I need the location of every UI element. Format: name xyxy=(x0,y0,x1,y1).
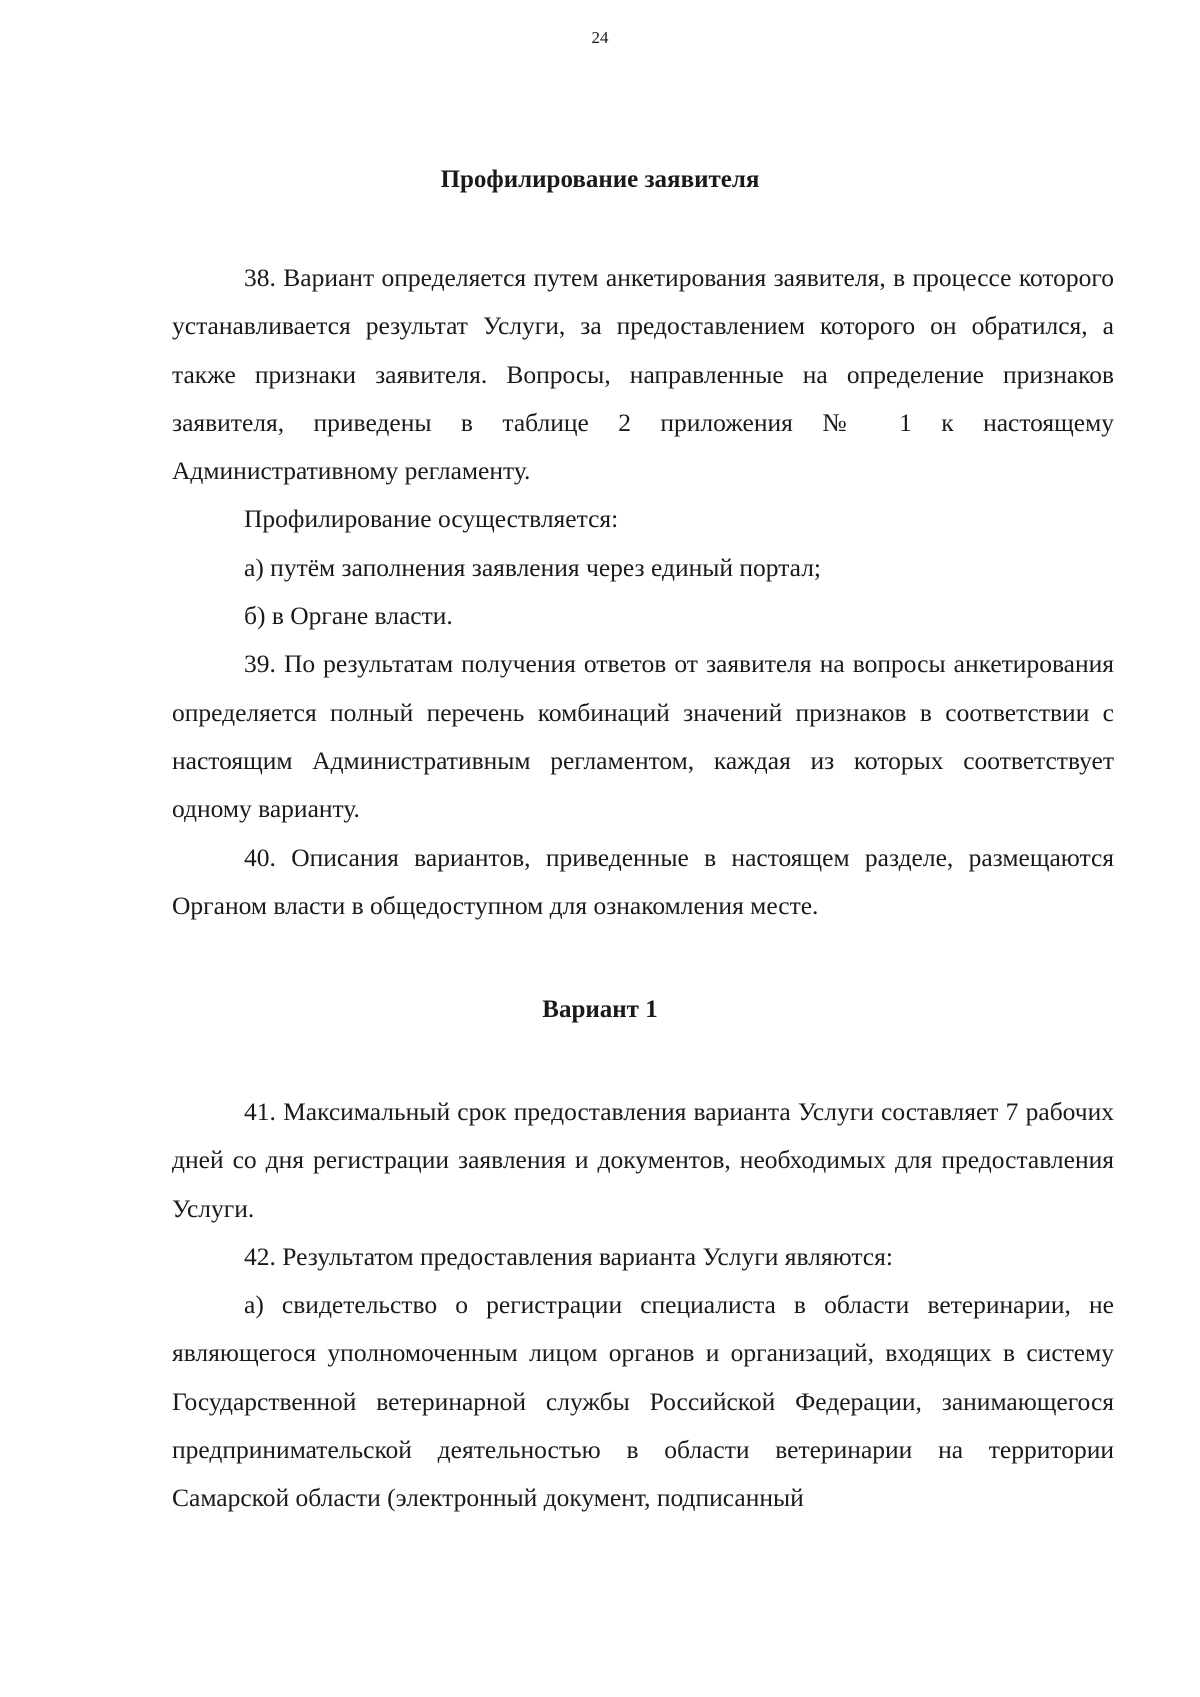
variant-1-section-body xyxy=(172,1088,1114,1523)
paragraph-number: 38. xyxy=(244,263,276,292)
paragraph-text: Максимальный срок предоставления варианта Услуги составляет 7 рабочих дней со дня регистрации заявления и документов, необходимых для предоставления Услуги. xyxy=(172,1097,1114,1223)
paragraph-text: Результатом предоставления варианта Услуги являются: xyxy=(282,1241,893,1271)
paragraph-text: По результатам получения ответов от заявителя на вопросы анкетирования определяется полный перечень комбинаций значений признаков в соответствии с настоящим Административным регламентом, каждая из которых соответствует одному варианту. xyxy=(172,649,1115,824)
paragraph-text: Описания вариантов, приведенные в настоящем разделе, размещаются Органом власти в общедоступном для ознакомления месте. xyxy=(172,842,1115,920)
profiling-section-body xyxy=(172,254,1114,930)
list-item-b: б) в Органе власти. xyxy=(244,601,453,631)
paragraph-42 xyxy=(172,1233,1114,1281)
list-item-a: а) путём заполнения заявления через единый портал; xyxy=(244,552,822,582)
paragraph-number: 41. xyxy=(244,1097,276,1126)
section-heading-profiling: Профилирование заявителя xyxy=(440,166,760,193)
paragraph-41 xyxy=(172,1088,1114,1233)
page-number: 24 xyxy=(591,28,609,47)
paragraph-number: 40. xyxy=(244,842,276,872)
list-item-a: а) свидетельство о регистрации специалиста в области ветеринарии, не являющегося уполномоченным лицом органов и организаций, входящих в систему Государственной ветеринарной службы Российской Федерации, занимающегося предпринимательской деятельностью в области ветеринарии на территории Самарской области (электронный документ, подписанный xyxy=(172,1290,1114,1513)
paragraph-text: Вариант определяется путем анкетирования заявителя, в процессе которого устанавливается результат Услуги, за предоставлением которого он обратился, а также признаки заявителя. Вопросы, направленные на определение признаков заявителя, приведены в таблице 2 приложения № 1 к настоящему Административному регламенту. xyxy=(172,263,1115,486)
paragraph-40 xyxy=(172,834,1114,931)
paragraph-number: 39. xyxy=(244,649,276,679)
paragraph-profiling-methods: Профилирование осуществляется: xyxy=(244,504,619,534)
paragraph-38 xyxy=(172,254,1114,495)
paragraph-39 xyxy=(172,640,1114,833)
paragraph-number: 42. xyxy=(244,1241,276,1271)
section-heading-variant-1: Вариант 1 xyxy=(542,996,658,1023)
